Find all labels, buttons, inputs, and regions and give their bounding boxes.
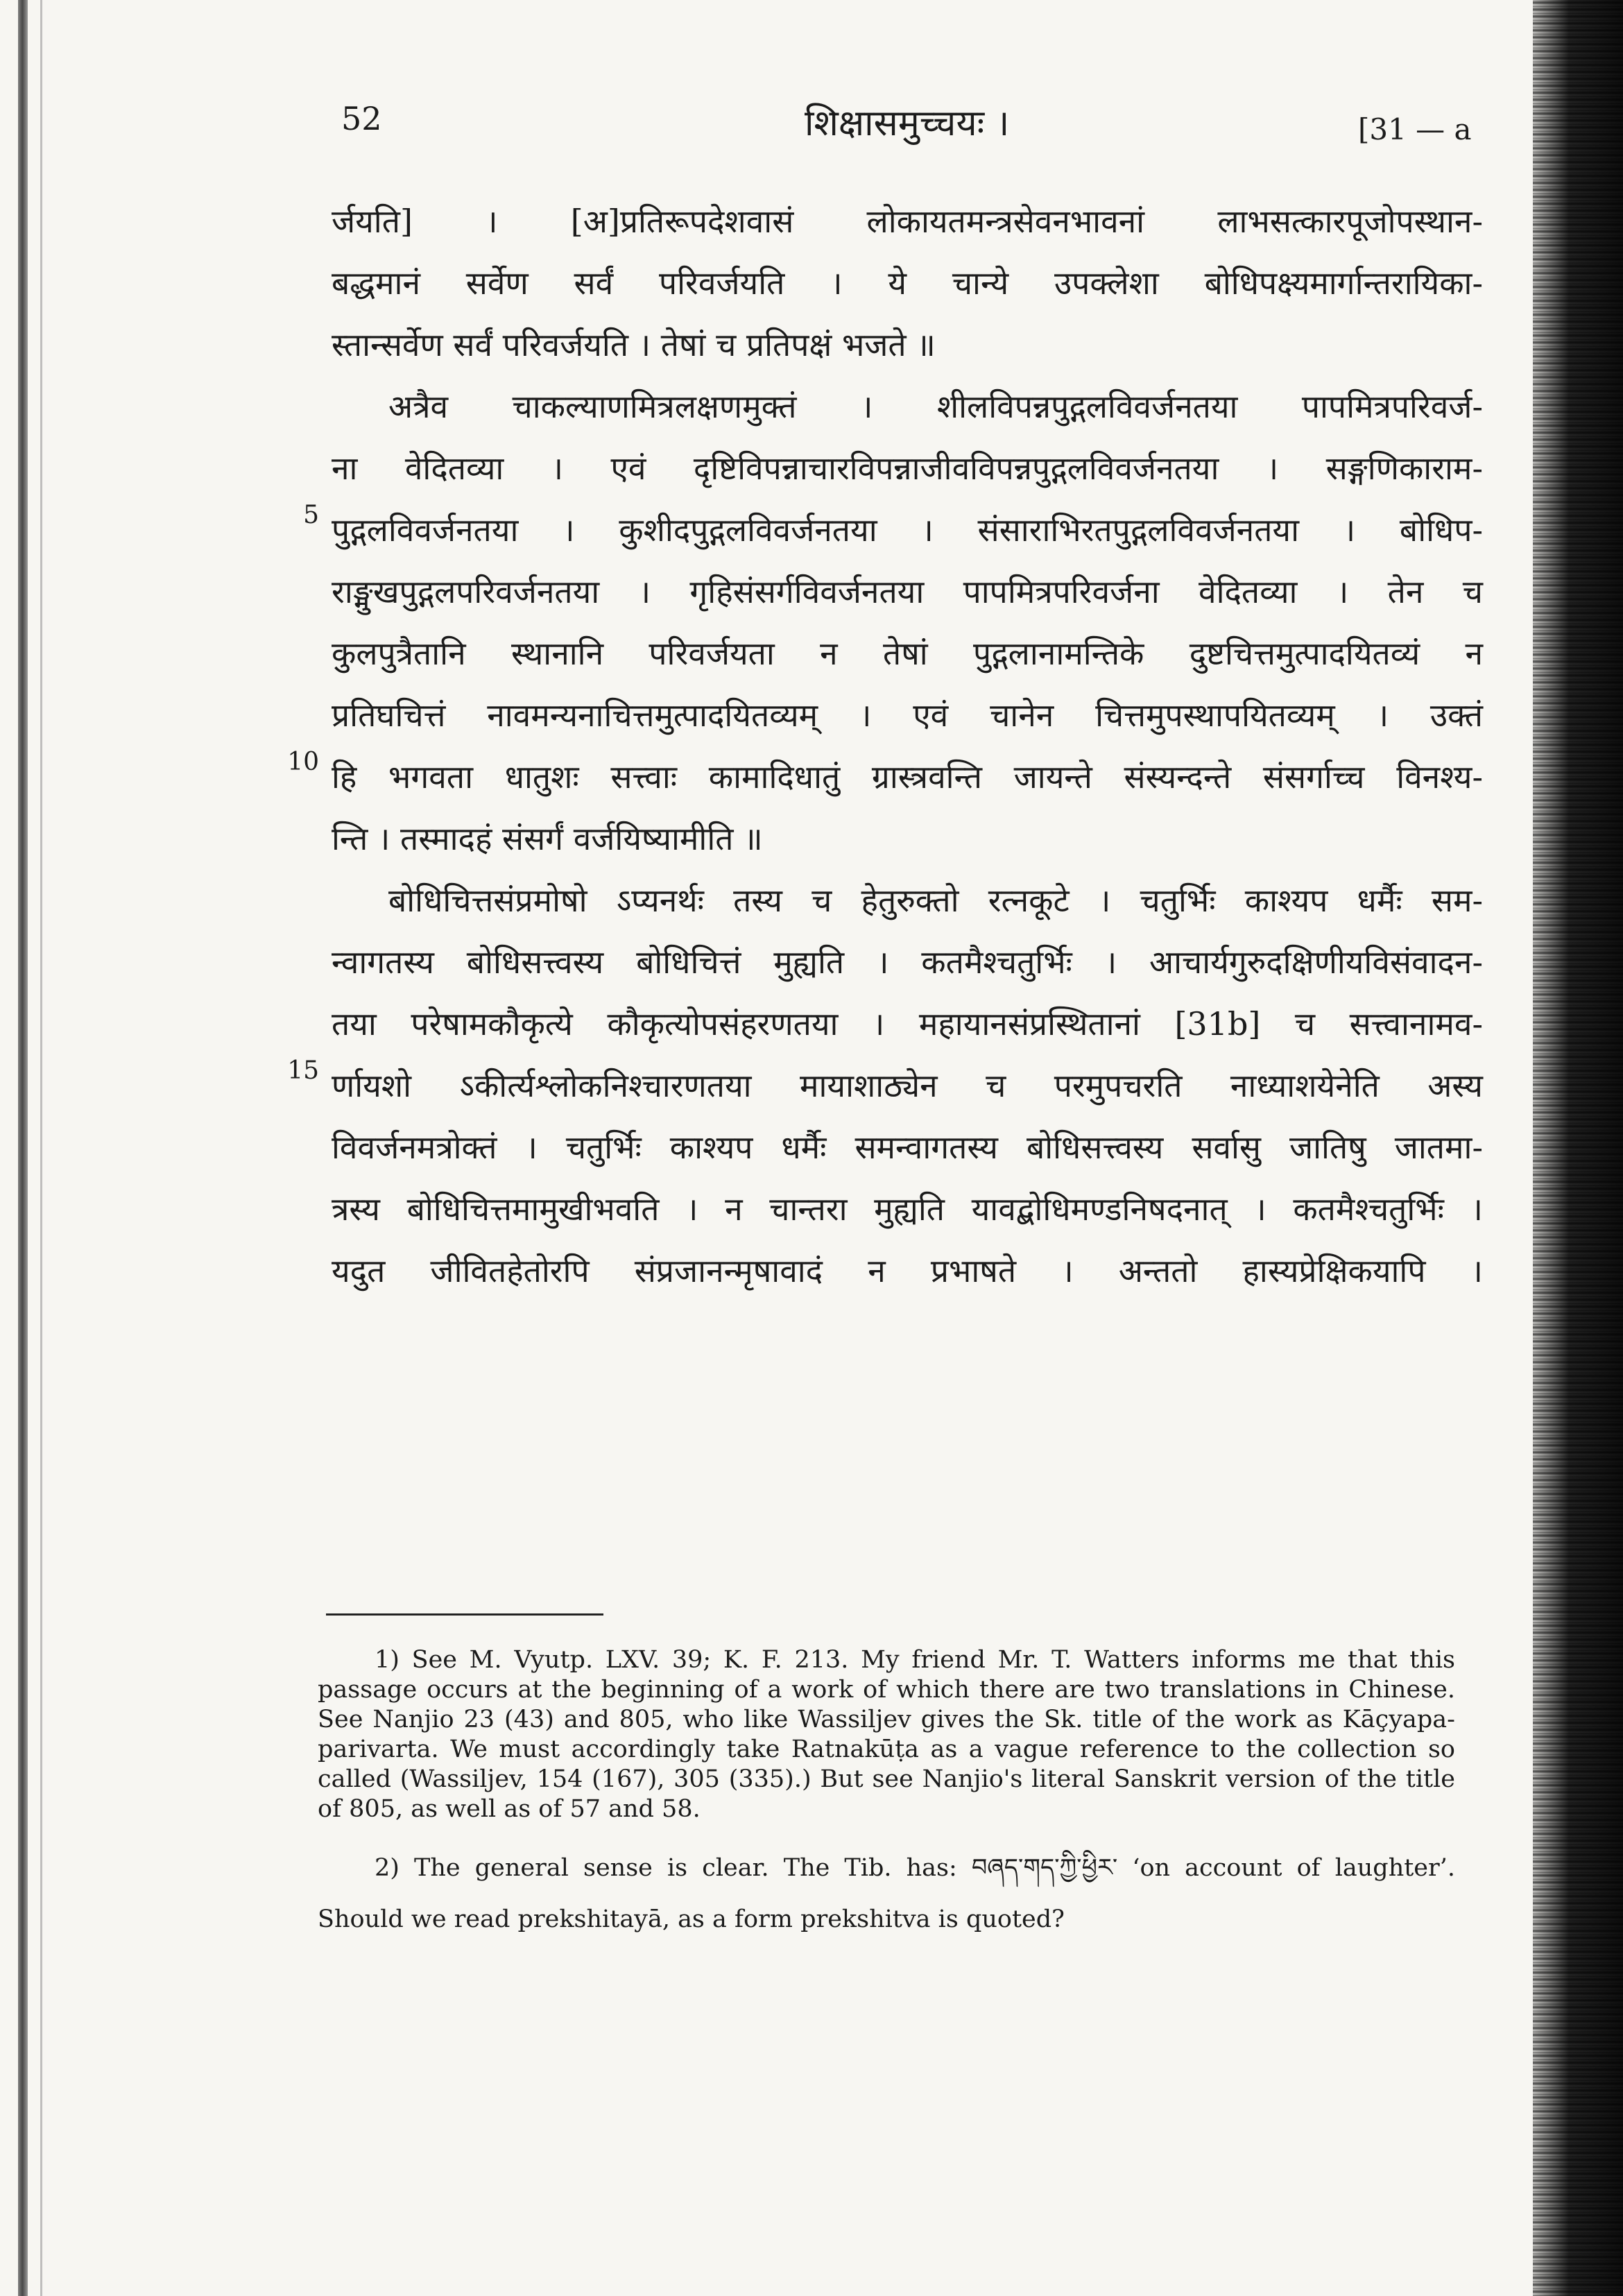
text-line: हि भगवता धातुशः सत्त्वाः कामादिधातुं ग्रास्त्रवन्ति जायन्ते संस्यन्दन्ते संसर्गाच्च विनश्य- (332, 758, 1483, 796)
text-line: कुलपुत्रैतानि स्थानानि परिवर्जयता न तेषां पुद्गलानामन्तिके दुष्टचित्तमुत्पादयितव्यं न (332, 635, 1483, 672)
line-number: 5 (303, 501, 319, 529)
footnote-separator (326, 1613, 603, 1616)
text-line: स्तान्सर्वेण सर्वं परिवर्जयति । तेषां च प्रतिपक्षं भजते ॥ (332, 326, 936, 363)
footnote-1: 1) See M. Vyutp. LXV. 39; K. F. 213. My friend Mr. T. Watters informs me that this passage occurs at the beginning of a work of which there are two translations in Chinese. See Nanjio 23 (43) and 805, who like Wassiljev gives the Sk. title of the work as Kāçyapa-parivarta. We must accordingly take Ratnakūṭa as a vague reference to the collection so called (Wassiljev, 154 (167), 305 (335).) But see Nanjio's literal Sanskrit version of the title of 805, as well as of 57 and 58. (318, 1646, 1455, 1823)
text-line: प्रतिघचित्तं नावमन्यनाचित्तमुत्पादयितव्यम् । एवं चानेन चित्तमुपस्थापयितव्यम् । उक्तं (332, 696, 1483, 734)
text-line: यदुत जीवितहेतोरपि संप्रजानन्मृषावादं न प्रभाषते । अन्ततो हास्यप्रेक्षिकयापि । (332, 1252, 1483, 1290)
running-title: शिक्षासमुच्चयः । (805, 103, 1010, 144)
line-number: 15 (287, 1056, 319, 1085)
text-line: र्णायशो ऽकीर्त्यश्लोकनिश्चारणतया मायाशाठ्येन च परमुपचरति नाध्याशयेनेति अस्य (332, 1067, 1483, 1104)
text-line: ना वेदितव्या । एवं दृष्टिविपन्नाचारविपन्नाजीवविपन्नपुद्गलविवर्जनतया । सङ्गणिकाराम- (332, 449, 1483, 487)
text-line: राङ्मुखपुद्गलपरिवर्जनतया । गृहिसंसर्गविवर्जनतया पापमित्रपरिवर्जना वेदितव्या । तेन च (332, 573, 1483, 610)
text-line: अत्रैव चाकल्याणमित्रलक्षणमुक्तं । शीलविपन्नपुद्गलविवर्जनतया पापमित्रपरिवर्ज- (388, 388, 1483, 425)
section-reference: [31 — a (1358, 112, 1472, 146)
text-line: र्जयति] । [अ]प्रतिरूपदेशवासं लोकायतमन्त्रसेवनभावनां लाभसत्कारपूजोपस्थान- (332, 203, 1483, 240)
text-line: न्वागतस्य बोधिसत्त्वस्य बोधिचित्तं मुह्यति । कतमैश्चतुर्भिः । आचार्यगुरुदक्षिणीयविसंवादन- (332, 943, 1483, 981)
text-line: बोधिचित्तसंप्रमोषो ऽप्यनर्थः तस्य च हेतुरुक्तो रत्नकूटे । चतुर्भिः काश्यप धर्मैः सम- (388, 882, 1483, 919)
text-line: न्ति । तस्मादहं संसर्गं वर्जयिष्यामीति ॥ (332, 820, 763, 857)
text-line: तया परेषामकौकृत्ये कौकृत्योपसंहरणतया । महायानसंप्रस्थितानां [31b] च सत्त्वानामव- (332, 1005, 1483, 1043)
text-line: विवर्जनमत्रोक्तं । चतुर्भिः काश्यप धर्मैः समन्वागतस्य बोधिसत्त्वस्य सर्वासु जातिषु जातमा- (332, 1129, 1483, 1166)
line-number: 10 (287, 748, 319, 776)
text-line: बद्धमानं सर्वेण सर्वं परिवर्जयति । ये चान्ये उपक्लेशा बोधिपक्ष्यमार्गान्तरायिका- (332, 264, 1483, 302)
text-line: पुद्गलविवर्जनतया । कुशीदपुद्गलविवर्जनतया । संसाराभिरतपुद्गलविवर्जनतया । बोधिप- (332, 511, 1483, 549)
text-line: त्रस्य बोधिचित्तमामुखीभवति । न चान्तरा मुह्यति यावद्बोधिमण्डनिषदनात् । कतमैश्चतुर्भिः । (332, 1190, 1483, 1228)
page-number: 52 (341, 100, 382, 137)
footnotes (318, 1645, 1455, 1963)
footnote-2: 2) The general sense is clear. The Tib. has: བཞད་གད་ཀྱི་ཕྱིར་ ‘on account of laughter’. Should we read prekshitayā, as a form prekshitva is quoted? (318, 1854, 1455, 1933)
